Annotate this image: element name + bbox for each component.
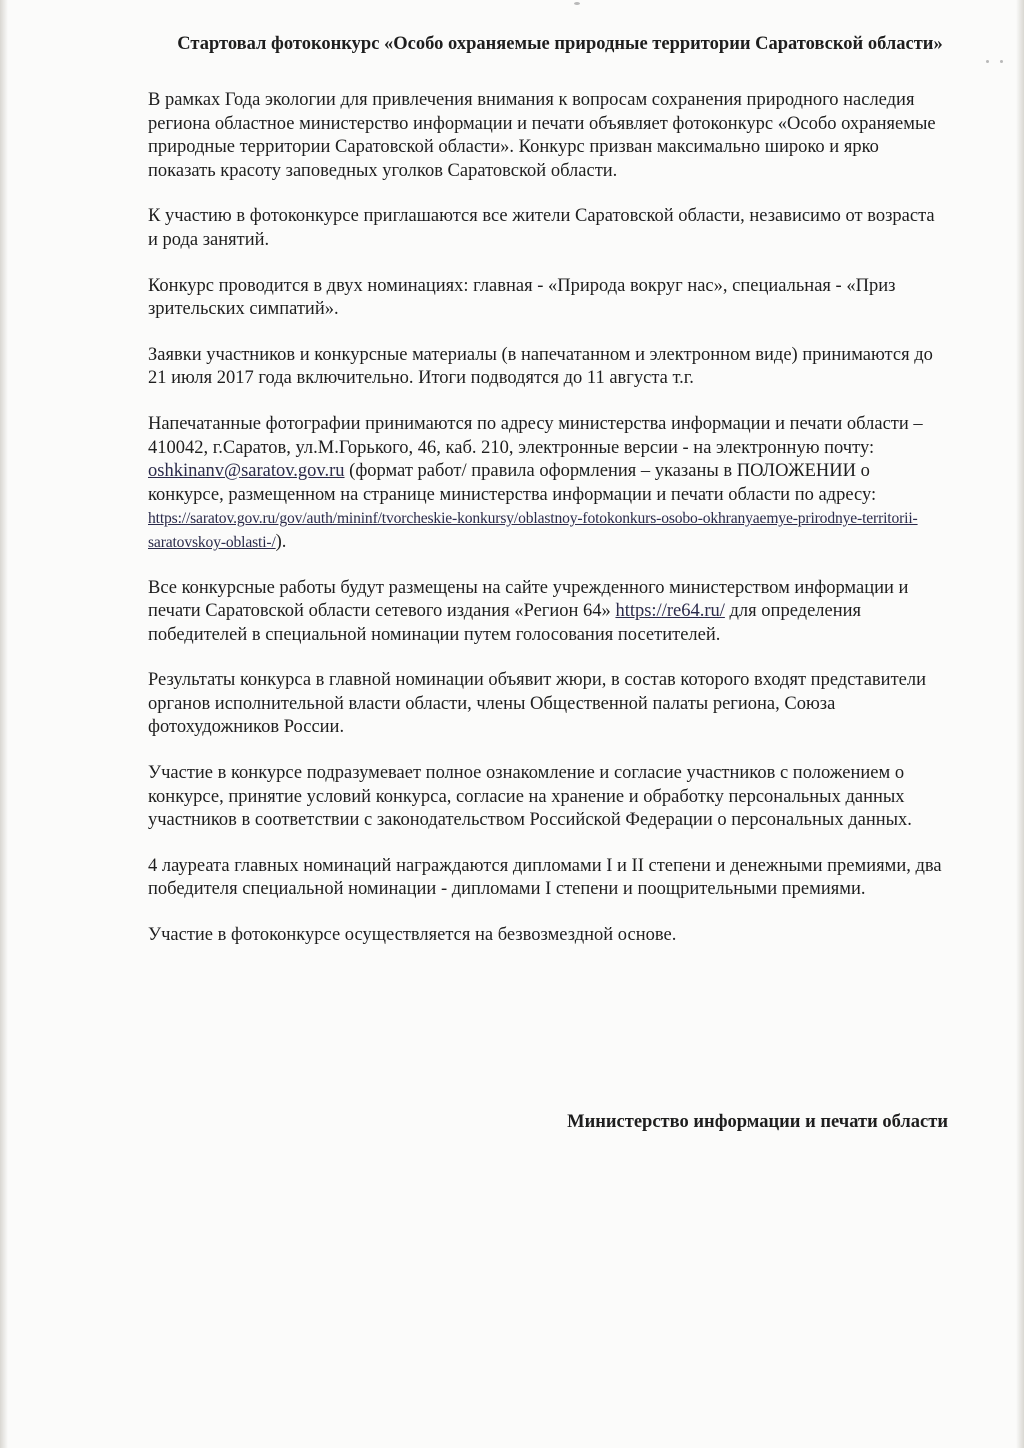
address-text: Напечатанные фотографии принимаются по адресу министерства информации и печати области – 410042, г.Саратов, ул.М.Горького, 46, каб. 210, электронные версии - на электронную почту:: [148, 413, 923, 458]
site-text: Все конкурсные работы будут размещены на сайте учрежденного министерством информации и печати Саратовской области сетевого издания «Регион 64»: [148, 577, 909, 622]
document-body: [148, 32, 948, 970]
paragraph-jury: Результаты конкурса в главной номинации объявит жюри, в состав которого входят представители органов исполнительной власти области, члены Общественной палаты региона, Союза фотохудожников России.: [148, 670, 926, 738]
paragraph-free-participation: Участие в фотоконкурсе осуществляется на безвозмездной основе.: [148, 925, 677, 946]
scan-edge-right: [1016, 0, 1024, 1448]
scan-edge-left: [0, 0, 8, 1448]
scan-speck: [986, 60, 989, 63]
paragraph-deadlines: Заявки участников и конкурсные материалы (в напечатанном и электронном виде) принимаются до 21 июля 2017 года включительно. Итоги подводятся до 11 августа т.г.: [148, 344, 933, 389]
document-title: Стартовал фотоконкурс «Особо охраняемые природные территории Саратовской области»: [177, 34, 943, 54]
scan-speck: [574, 2, 580, 5]
signature: Министерство информации и печати области: [567, 1112, 948, 1132]
regulations-url-link[interactable]: https://saratov.gov.ru/gov/auth/mininf/tvorcheskie-konkursy/oblastnoy-fotokonkurs-osobo-okhranyaemye-prirodnye-territorii-saratovskoy-oblasti-/: [148, 510, 918, 551]
scan-speck: [1000, 60, 1003, 63]
site-text-end: для определения победителей в специальной номинации путем голосования посетителей.: [148, 601, 862, 645]
region64-url-link[interactable]: https://re64.ru/: [615, 601, 725, 622]
email-link[interactable]: oshkinanv@saratov.gov.ru: [148, 461, 345, 482]
paragraph-consent: Участие в конкурсе подразумевает полное ознакомление и согласие участников с положением о конкурсе, принятие условий конкурса, согласие на хранение и обработку персональных данных участников в соответствии с законодательством Российской Федерации о персональных данных.: [148, 763, 912, 831]
paragraph-address: [148, 413, 948, 555]
paragraph-intro: В рамках Года экологии для привлечения внимания к вопросам сохранения природного наследия региона областное министерство информации и печати объявляет фотоконкурс «Особо охраняемые природные территории Саратовской области». Конкурс призван максимально широко и ярко показать красоту заповедных уголков Саратовской области.: [148, 90, 936, 181]
paragraph-nominations: Конкурс проводится в двух номинациях: главная - «Природа вокруг нас», специальная - «Приз зрительских симпатий».: [148, 275, 896, 320]
address-text-rules: (формат работ/ правила оформления – указаны в ПОЛОЖЕНИИ о конкурсе, размещенном на странице министерства информации и печати области по адресу:: [148, 461, 877, 505]
paragraph-awards: 4 лауреата главных номинаций награждаются дипломами I и II степени и денежными премиями, два победителя специальной номинации - дипломами I степени и поощрительными премиями.: [148, 855, 942, 900]
paragraph-participants: К участию в фотоконкурсе приглашаются все жители Саратовской области, независимо от возраста и рода занятий.: [148, 206, 935, 250]
paragraph-site: [148, 577, 948, 648]
address-text-end: ).: [275, 531, 287, 552]
